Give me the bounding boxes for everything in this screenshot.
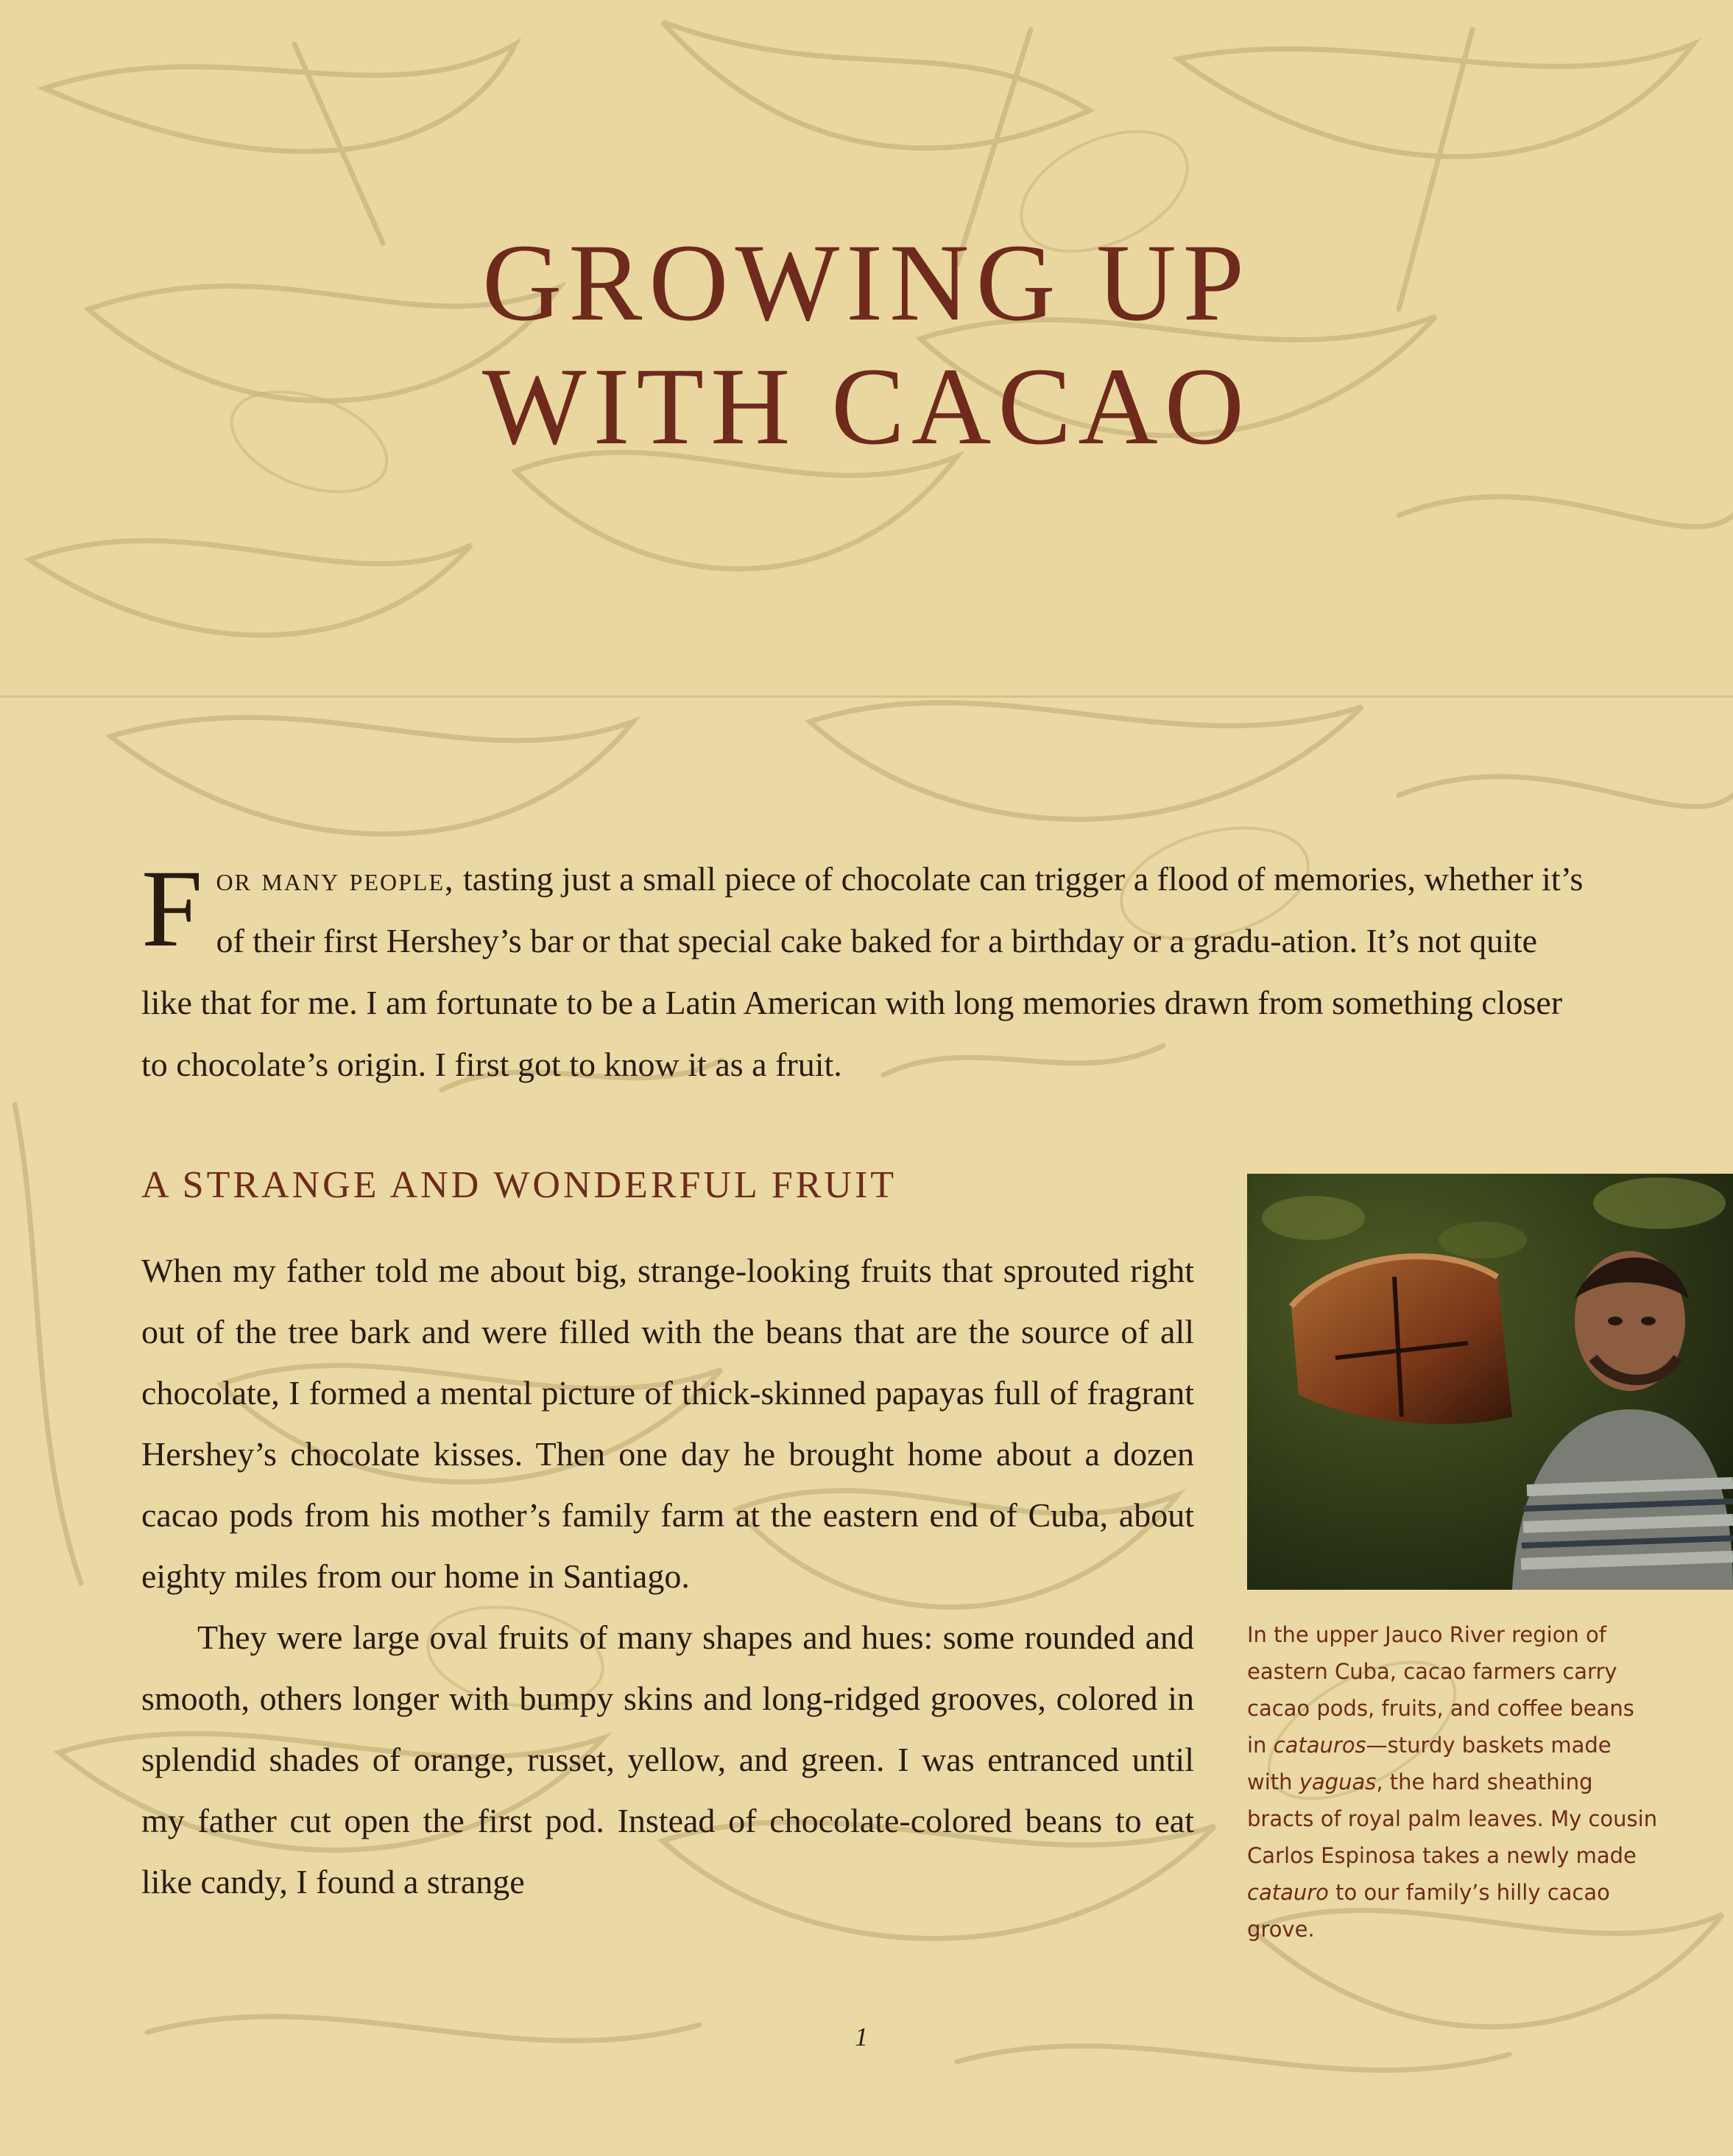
photo-caption <box>1247 1616 1659 1948</box>
intro-paragraph <box>141 848 1584 1096</box>
page-title <box>0 221 1733 468</box>
intro-smallcaps: or many people, <box>216 860 455 898</box>
intro-text: tasting just a small piece of chocolate can trigger a flood of memories, whether it’s of their first Hershey’s bar or that special cake baked for a birthday or a gradu-ation. It’s not quite like that for me. I am fortunate to be a Latin American with long memories drawn from something closer to chocolate’s origin. I first got to know it as a fruit. <box>141 860 1584 1083</box>
caption-part-1: In the upper Jauco River region of eastern Cuba, cacao farmers carry cacao pods, fruits, and coffee beans in <box>1247 1622 1634 1758</box>
title-line-2: WITH CACAO <box>481 345 1252 468</box>
caption-term-yaguas: yaguas <box>1299 1769 1377 1794</box>
caption-term-catauros: catauros <box>1273 1733 1366 1758</box>
title-line-1: GROWING UP <box>481 222 1252 344</box>
caption-part-4: to our family’s hilly cacao grove. <box>1247 1880 1610 1942</box>
section-heading: A STRANGE AND WONDERFUL FRUIT <box>141 1164 897 1206</box>
caption-part-3: , the hard sheathing bracts of royal palm leaves. My cousin Carlos Espinosa takes a newly made <box>1247 1769 1658 1868</box>
body-text-column <box>141 1240 1194 1912</box>
body-paragraph-2: They were large oval fruits of many shapes and hues: some rounded and smooth, others longer with bumpy skins and long-ridged grooves, colored in splendid shades of orange, russet, yellow, and green. I was entranced until my father cut open the first pod. Instead of chocolate-colored beans to eat like candy, I found a strange <box>141 1618 1194 1900</box>
page-number: 1 <box>855 2022 868 2051</box>
drop-cap: F <box>141 848 203 970</box>
body-paragraph-1: When my father told me about big, strange-looking fruits that sprouted right out of the tree bark and were filled with the beans that are the source of all chocolate, I formed a mental picture of thick-skinned papayas full of fragrant Hershey’s chocolate kisses. Then one day he brought home about a dozen cacao pods from his mother’s family farm at the eastern end of Cuba, about eighty miles from our home in Santiago. <box>141 1252 1194 1595</box>
caption-part-2: —sturdy baskets made with <box>1247 1733 1612 1794</box>
caption-term-catauro: catauro <box>1247 1880 1329 1905</box>
photo-farmer-with-catauro <box>1247 1174 1733 1590</box>
